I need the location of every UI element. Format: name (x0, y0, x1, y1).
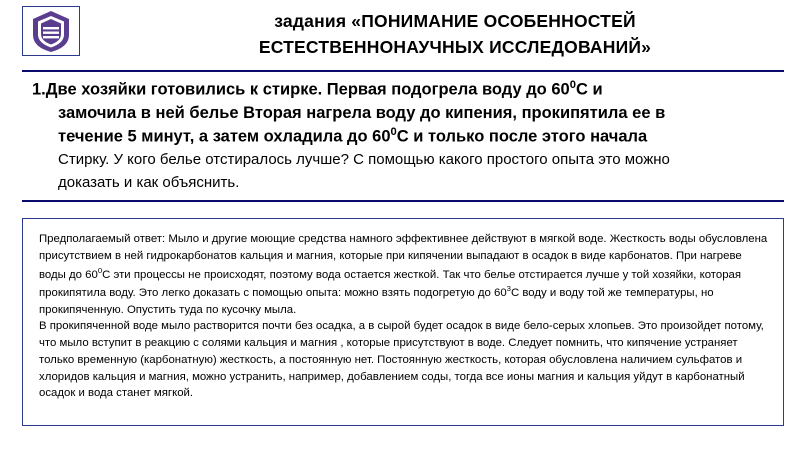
institution-logo (22, 6, 80, 56)
answer-degree-sup-2: 3 (506, 284, 511, 294)
page-title (130, 8, 780, 61)
task-line-3-tail: С и только после этого начала (396, 127, 648, 146)
task-line-3 (32, 125, 774, 149)
answer-paragraph-1 (39, 231, 769, 318)
emblem-icon (23, 7, 79, 55)
title-line-2: ЕСТЕСТВЕННОНАУЧНЫХ ИССЛЕДОВАНИЙ» (258, 37, 652, 58)
answer-paragraph-2: В прокипяченной воде мыло растворится почти без осадка, а в сырой будет осадок в виде бело-серых хлопьев. Это произойдет потому, что мыло вступит в реакцию с солями кальция и магния , которые присутствуют в воде. Следует помнить, что кипячение устраняет только временную (карбонатную) жесткость, а постоянную нет. Постоянную жесткость, которая обусловлена наличием сульфатов и хлоридов кальция и магния, можно устранить, например, добавлением соды, тогда все ионы магния и кальция уйдут в карбонатный осадок и вода станет мягкой. (39, 320, 764, 400)
task-line-1 (32, 78, 774, 102)
task-number: 1. (32, 80, 46, 99)
task-degree-sup-2: 0 (390, 126, 397, 139)
task-line-3-text: течение 5 минут, а затем охладила до 60 (58, 127, 391, 146)
answer-p1-part-a: Предполагаемый ответ: Мыло и другие моющие средства намного эффективнее действуют в мягкой воде. Жесткость воды обусловлена присутствием в ней гидрокарбонатов кальция и магния, которые при кипячении выпадают в осадок в виде карбонатов. При нагреве воды до 60 (39, 233, 768, 281)
answer-p1-part-b: С эти процессы не происходят, поэтому вода остается жесткой. Так что белье отстирается лучше у той хозяйки, которая прокипятила воду. Это легко доказать с помощью опыта: можно взять подогретую до 60 (39, 268, 742, 299)
answer-degree-sup-1: 0 (97, 265, 103, 275)
task-degree-sup-1: 0 (569, 79, 576, 91)
task-statement-box (22, 70, 784, 202)
task-line-2: замочила в ней белье Вторая нагрела воду до кипения, прокипятила ее в (58, 103, 666, 122)
task-line-1-text: Две хозяйки готовились к стирке. Первая подогрела воду до 60 (45, 80, 570, 99)
title-line-1: задания «ПОНИМАНИЕ ОСОБЕННОСТЕЙ (274, 11, 636, 31)
answer-p1-part-c: С воду и воду той же температуры, но прокипяченную. Опустить туда по кусочку мыла. (39, 286, 714, 316)
task-line-4: Стирку. У кого белье отстиралось лучше? С помощью какого простого опыта это можно (58, 151, 670, 169)
answer-box (22, 218, 784, 426)
task-line-1-tail: С и (575, 80, 603, 99)
task-line-5: доказать и как объяснить. (58, 173, 240, 191)
